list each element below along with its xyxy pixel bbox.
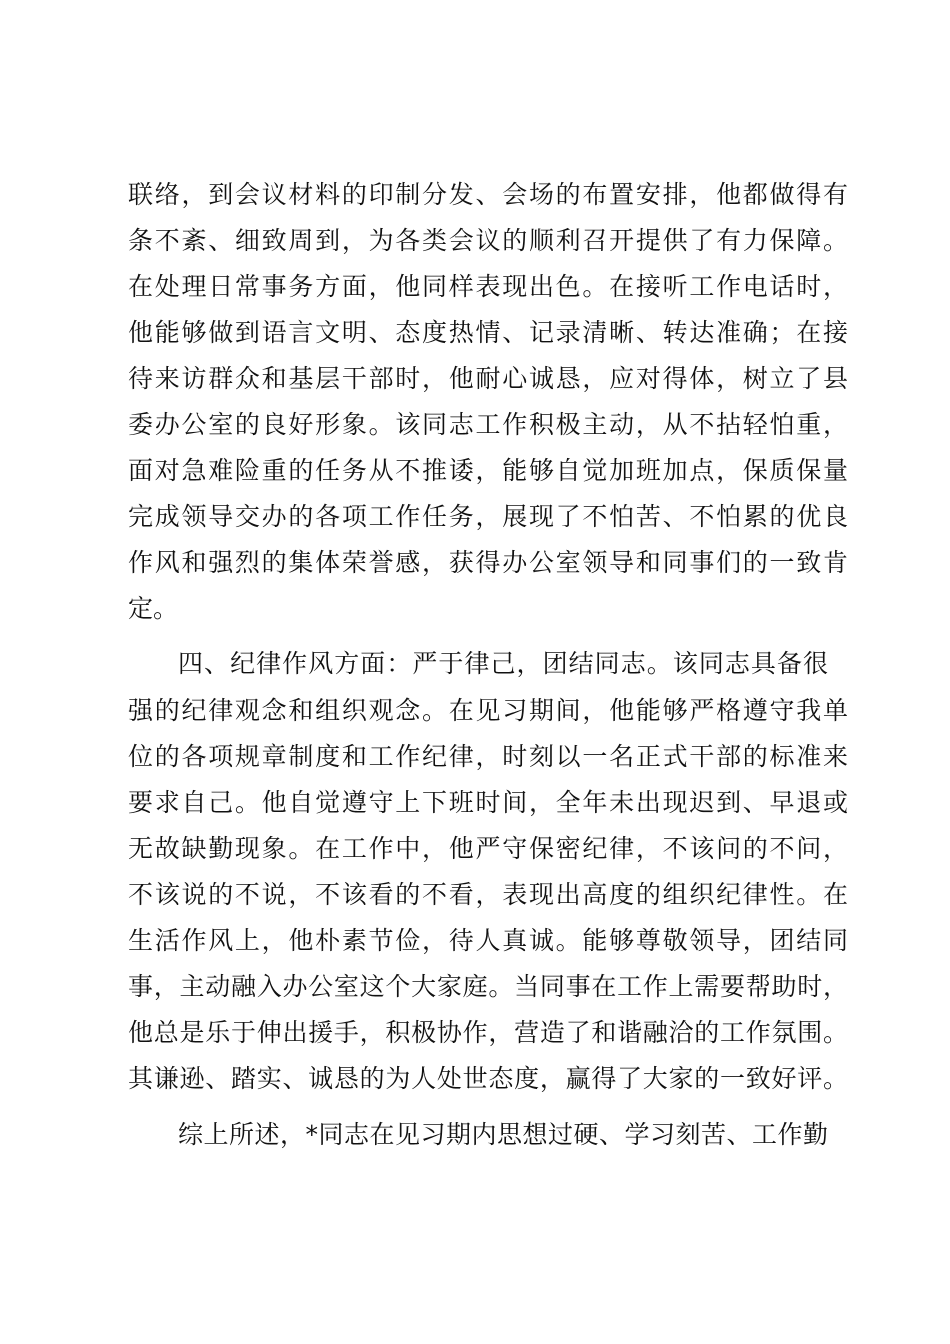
paragraph-1-line-2: 条不紊、细致周到，为各类会议的顺利召开提供了有力保障。 xyxy=(128,226,848,255)
paragraph-2-line-6: 不该说的不说，不该看的不看，表现出高度的组织纪律性。在 xyxy=(128,880,848,909)
paragraph-2-line-2: 强的纪律观念和组织观念。在见习期间，他能够严格遵守我单 xyxy=(128,696,848,725)
paragraph-2-line-3: 位的各项规章制度和工作纪律，时刻以一名正式干部的标准来 xyxy=(128,742,848,771)
paragraph-2-line-5: 无故缺勤现象。在工作中，他严守保密纪律，不该问的不问， xyxy=(128,834,848,863)
paragraph-1-line-7: 面对急难险重的任务从不推诿，能够自觉加班加点，保质保量 xyxy=(128,456,848,485)
paragraph-1-line-3: 在处理日常事务方面，他同样表现出色。在接听工作电话时， xyxy=(128,272,848,301)
paragraph-2-line-4: 要求自己。他自觉遵守上下班时间，全年未出现迟到、早退或 xyxy=(128,788,848,817)
paragraph-3-line-1: 综上所述，*同志在见习期内思想过硬、学习刻苦、工作勤 xyxy=(178,1120,828,1149)
paragraph-1-line-8: 完成领导交办的各项工作任务，展现了不怕苦、不怕累的优良 xyxy=(128,502,848,531)
paragraph-1-line-9: 作风和强烈的集体荣誉感，获得办公室领导和同事们的一致肯 xyxy=(128,548,848,577)
paragraph-1-line-6: 委办公室的良好形象。该同志工作积极主动，从不拈轻怕重， xyxy=(128,410,848,439)
paragraph-2-line-10: 其谦逊、踏实、诚恳的为人处世态度，赢得了大家的一致好评。 xyxy=(128,1064,848,1093)
paragraph-1-line-4: 他能够做到语言文明、态度热情、记录清晰、转达准确；在接 xyxy=(128,318,848,347)
paragraph-2-line-8: 事，主动融入办公室这个大家庭。当同事在工作上需要帮助时， xyxy=(128,972,848,1001)
paragraph-1-line-1: 联络，到会议材料的印制分发、会场的布置安排，他都做得有 xyxy=(128,180,848,209)
paragraph-2-line-7: 生活作风上，他朴素节俭，待人真诚。能够尊敬领导，团结同 xyxy=(128,926,848,955)
paragraph-1-line-10: 定。 xyxy=(128,594,179,623)
paragraph-1-line-5: 待来访群众和基层干部时，他耐心诚恳，应对得体，树立了县 xyxy=(128,364,848,393)
paragraph-2-line-9: 他总是乐于伸出援手，积极协作，营造了和谐融洽的工作氛围。 xyxy=(128,1018,848,1047)
paragraph-2-line-1: 四、纪律作风方面：严于律己，团结同志。该同志具备很 xyxy=(178,649,828,678)
